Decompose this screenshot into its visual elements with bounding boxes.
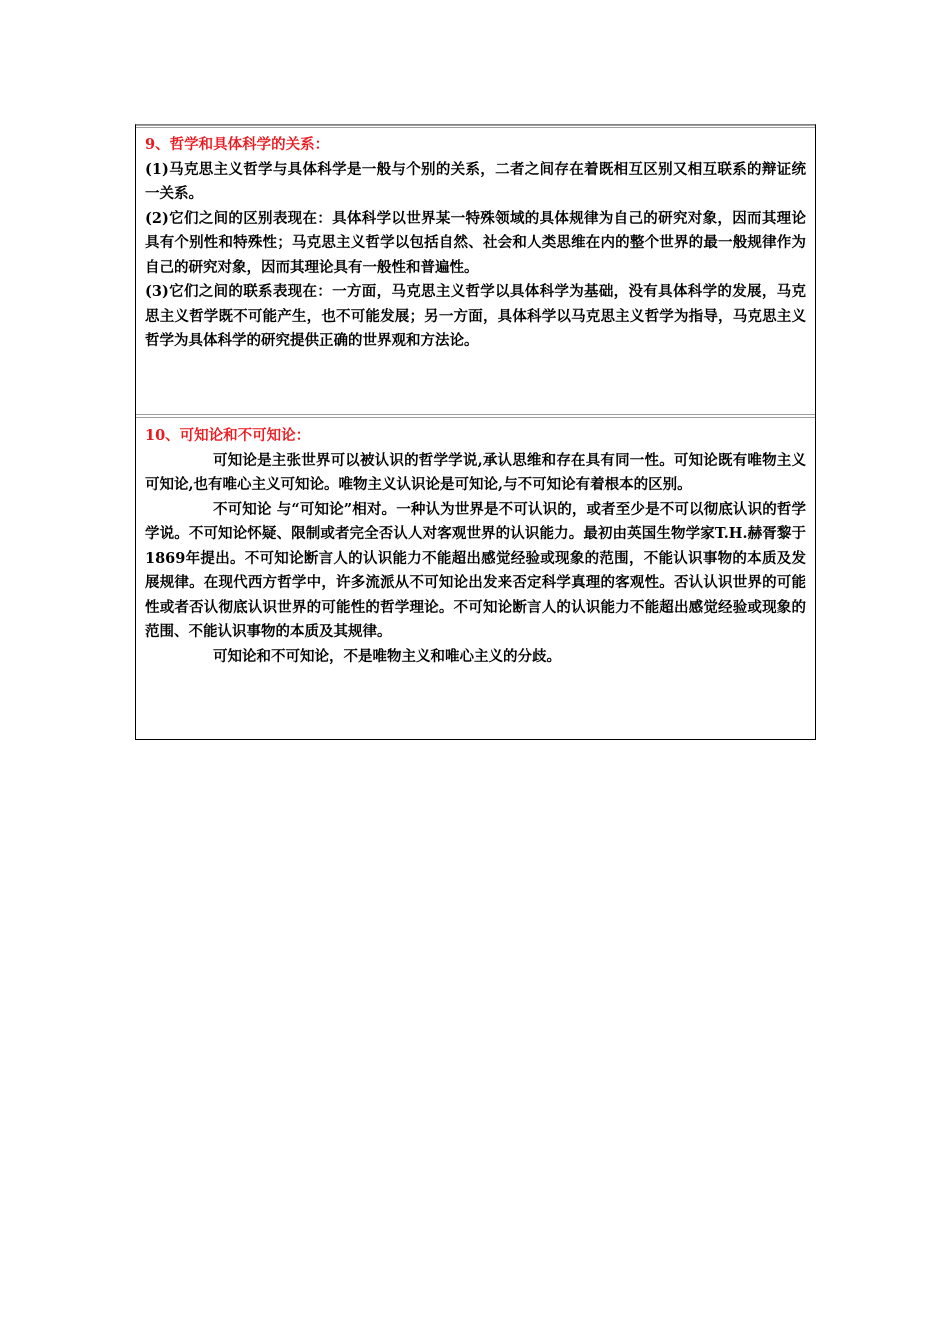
section-9-heading: 9、哲学和具体科学的关系： bbox=[145, 136, 330, 153]
section-10-paragraph-3: 可知论和不可知论，不是唯物主义和唯心主义的分歧。 bbox=[213, 647, 561, 665]
section-9-paragraph-3: (3)它们之间的联系表现在：一方面，马克思主义哲学以具体科学为基础，没有具体科学的发展，马克思主义哲学既不可能产生，也不可能发展；另一方面，具体科学以马克思主义哲学为指导，马克思主义哲学为具体科学的研究提供正确的世界观和方法论。 bbox=[145, 283, 806, 349]
section-9-paragraph-2: (2)它们之间的区别表现在：具体科学以世界某一特殊领域的具体规律为自己的研究对象，因而其理论具有个别性和特殊性；马克思主义哲学以包括自然、社会和人类思维在内的整个世界的最一般规律作为自己的研究对象，因而其理论具有一般性和普遍性。 bbox=[145, 209, 806, 276]
section-10-cell bbox=[136, 414, 815, 739]
section-10-paragraph-1: 可知论是主张世界可以被认识的哲学学说,承认思维和存在具有同一性。可知论既有唯物主义可知论,也有唯心主义可知论。唯物主义认识论是可知论,与不可知论有着根本的区别。 bbox=[145, 451, 806, 493]
section-10-paragraph-2: 不可知论 与“可知论”相对。一种认为世界是不可认识的，或者至少是不可以彻底认识的哲学学说。不可知论怀疑、限制或者完全否认人对客观世界的认识能力。最初由英国生物学家T.H.赫胥黎于1869年提出。不可知论断言人的认识能力不能超出感觉经验或现象的范围，不能认识事物的本质及发展规律。在现代西方哲学中，许多流派从不可知论出发来否定科学真理的客观性。否认认识世界的可能性或者否认彻底认识世界的可能性的哲学理论。不可知论断言人的认识能力不能超出感觉经验或现象的范围、不能认识事物的本质及其规律。 bbox=[145, 500, 806, 640]
section-9-paragraph-1: (1)马克思主义哲学与具体科学是一般与个别的关系，二者之间存在着既相互区别又相互联系的辩证统一关系。 bbox=[145, 160, 806, 202]
notes-table bbox=[135, 124, 816, 740]
section-10-heading: 10、可知论和不可知论： bbox=[145, 427, 311, 444]
section-9-cell bbox=[136, 125, 815, 414]
